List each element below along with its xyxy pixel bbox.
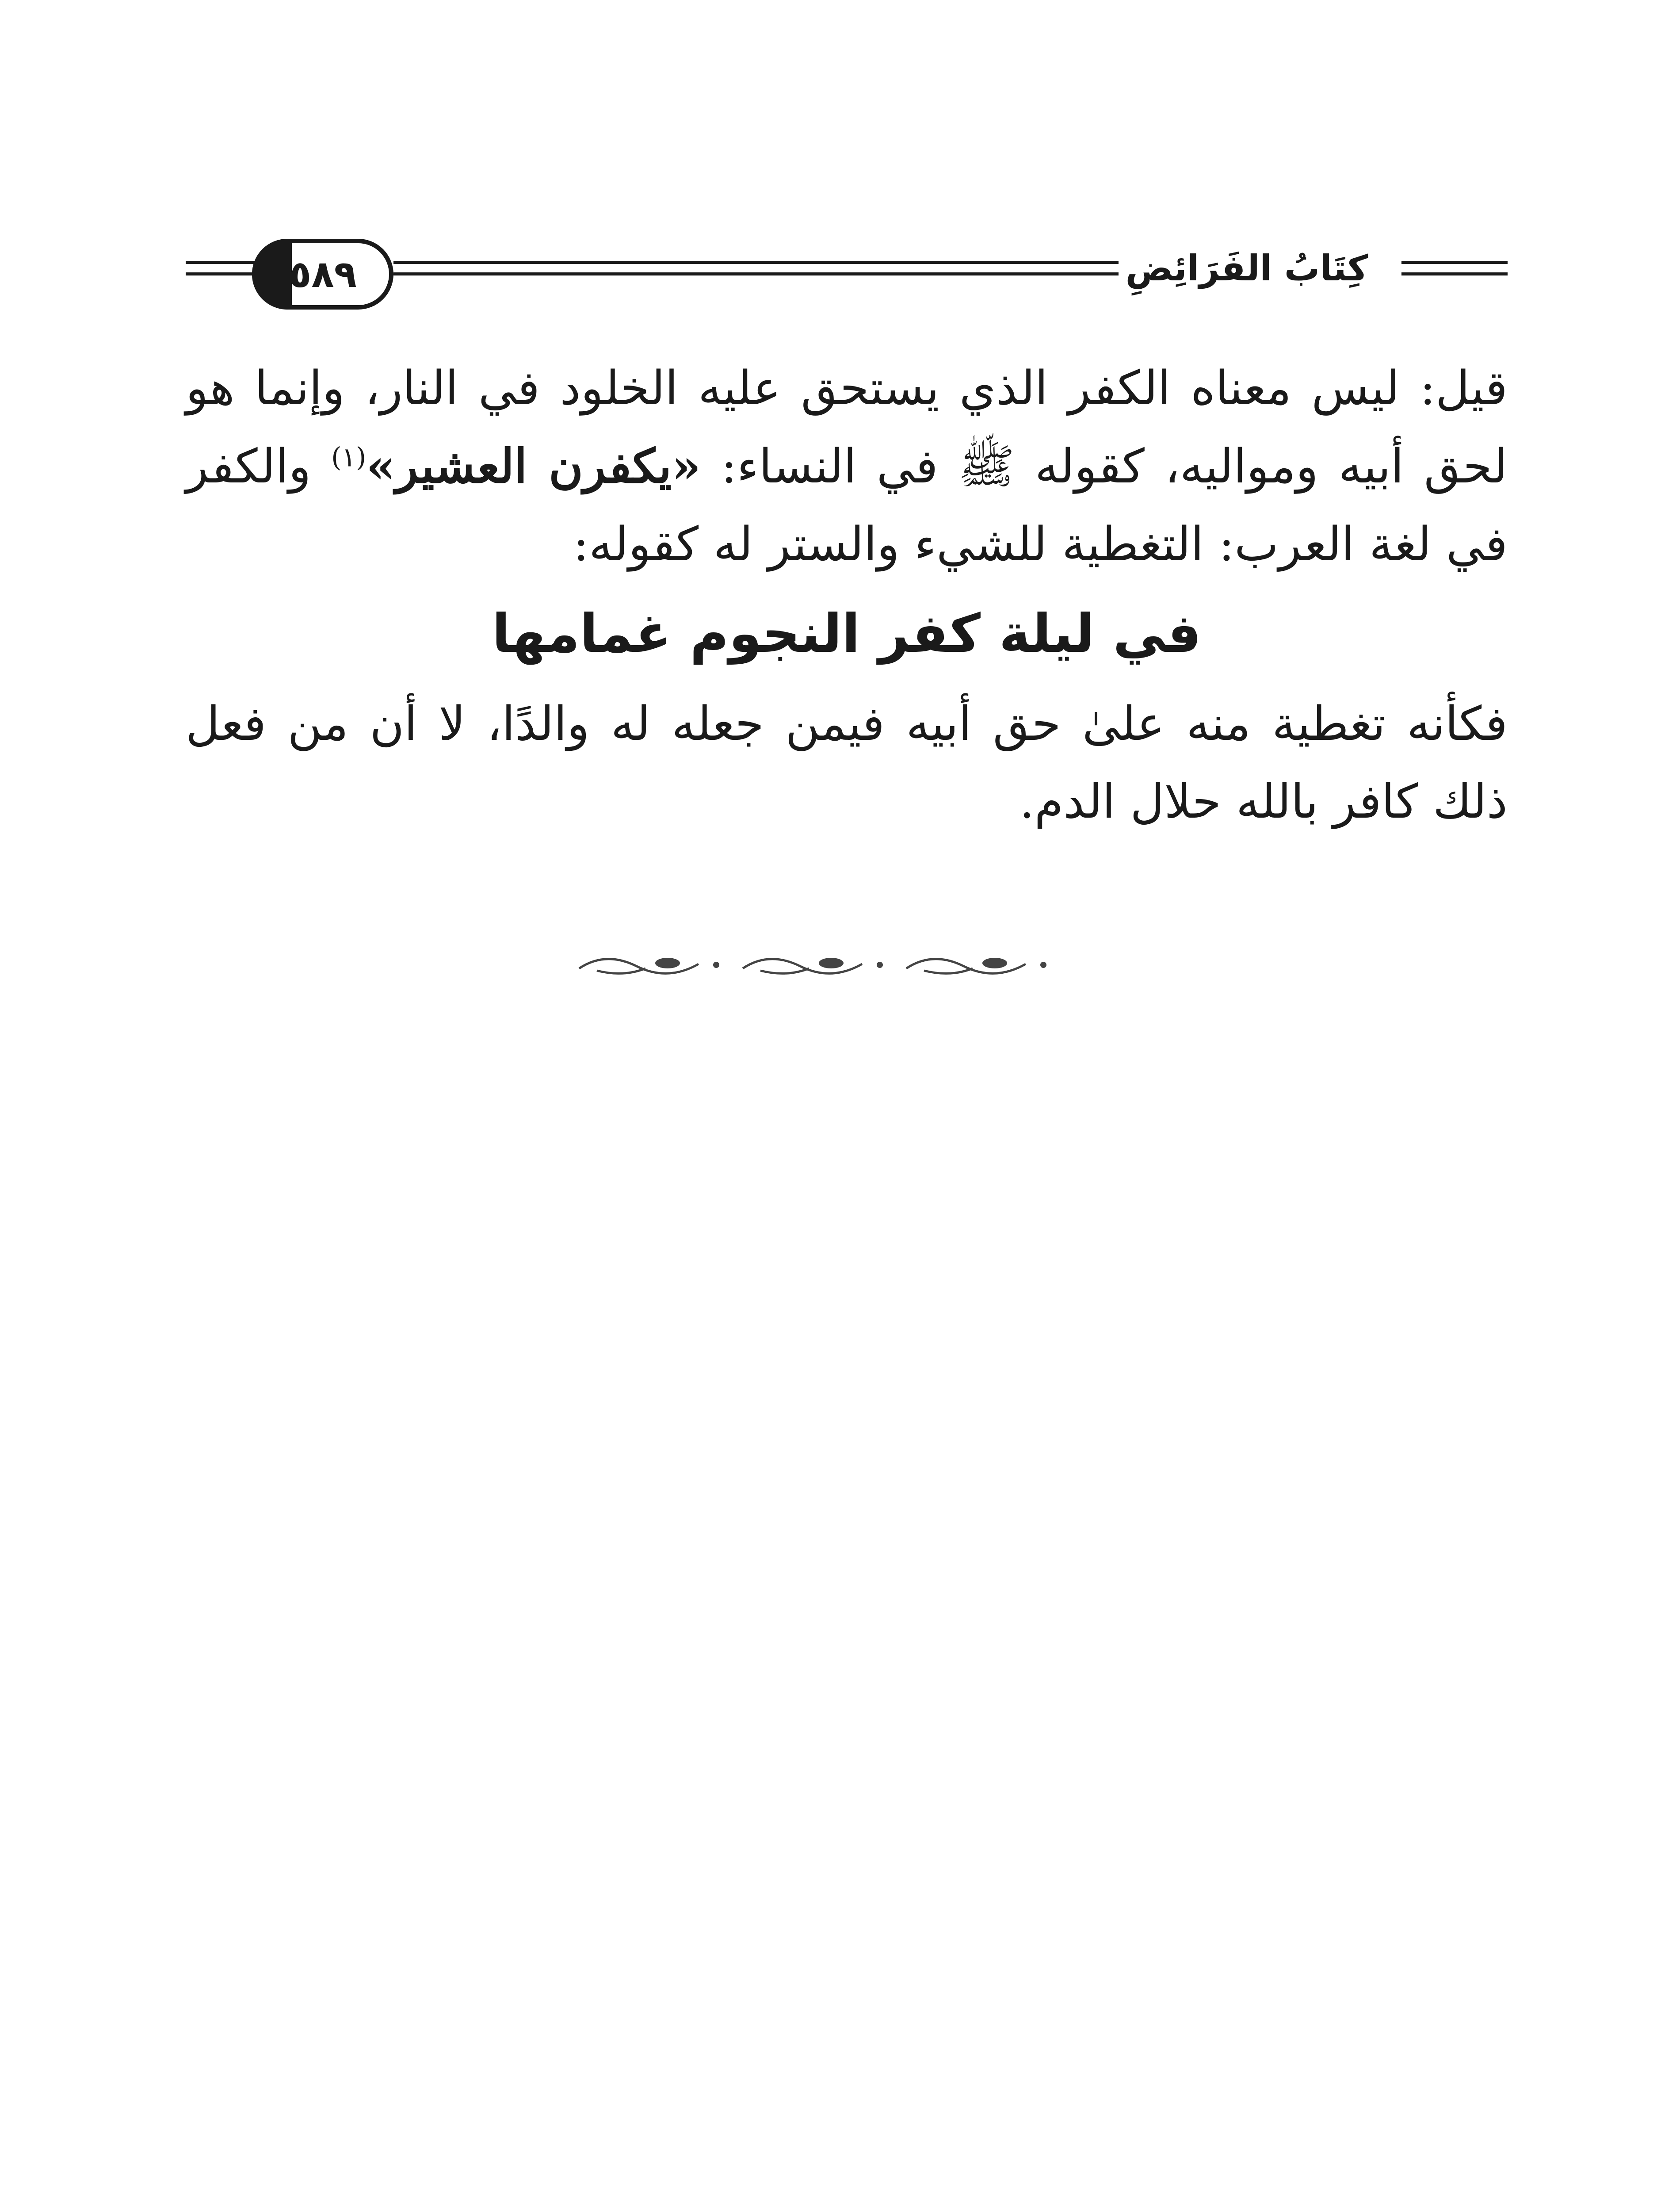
page-header [186,230,1508,318]
page-body [186,349,1508,841]
header-rule-left-top [186,261,256,264]
footnote-reference: (١) [331,442,367,473]
page-number: ٥٨٩ [289,252,357,296]
header-rule-left-bottom [186,272,256,275]
header-rule-long-bottom [393,272,1119,275]
book-title: كِتَابُ الفَرَائِضِ [1125,248,1368,289]
paragraph-1-part-1: قيل: ليس معناه الكفر الذي يستحق عليه الخلود في النار، وإنما هو لحق أبيه ومواليه، كقوله ﷺ في النساء: [186,361,1508,493]
page-number-badge [252,239,393,310]
hadith-quote: «يكفرن العشير» [366,438,701,493]
paragraph-1 [186,349,1508,583]
ornament-divider [570,946,1057,982]
paragraph-1-part-2: والكفر في لغة العرب: التغطية للشيء والستر له كقوله: [186,439,1508,571]
header-rule-long-top [393,261,1119,264]
header-rule-right-top [1401,261,1508,264]
header-rule-right-bottom [1401,272,1508,275]
poetry-verse: في ليلة كفر النجوم غمامها [492,603,1202,665]
paragraph-2: فكأنه تغطية منه علىٰ حق أبيه فيمن جعله له والدًا، لا أن من فعل ذلك كافر بالله حلال الدم. [186,696,1508,829]
